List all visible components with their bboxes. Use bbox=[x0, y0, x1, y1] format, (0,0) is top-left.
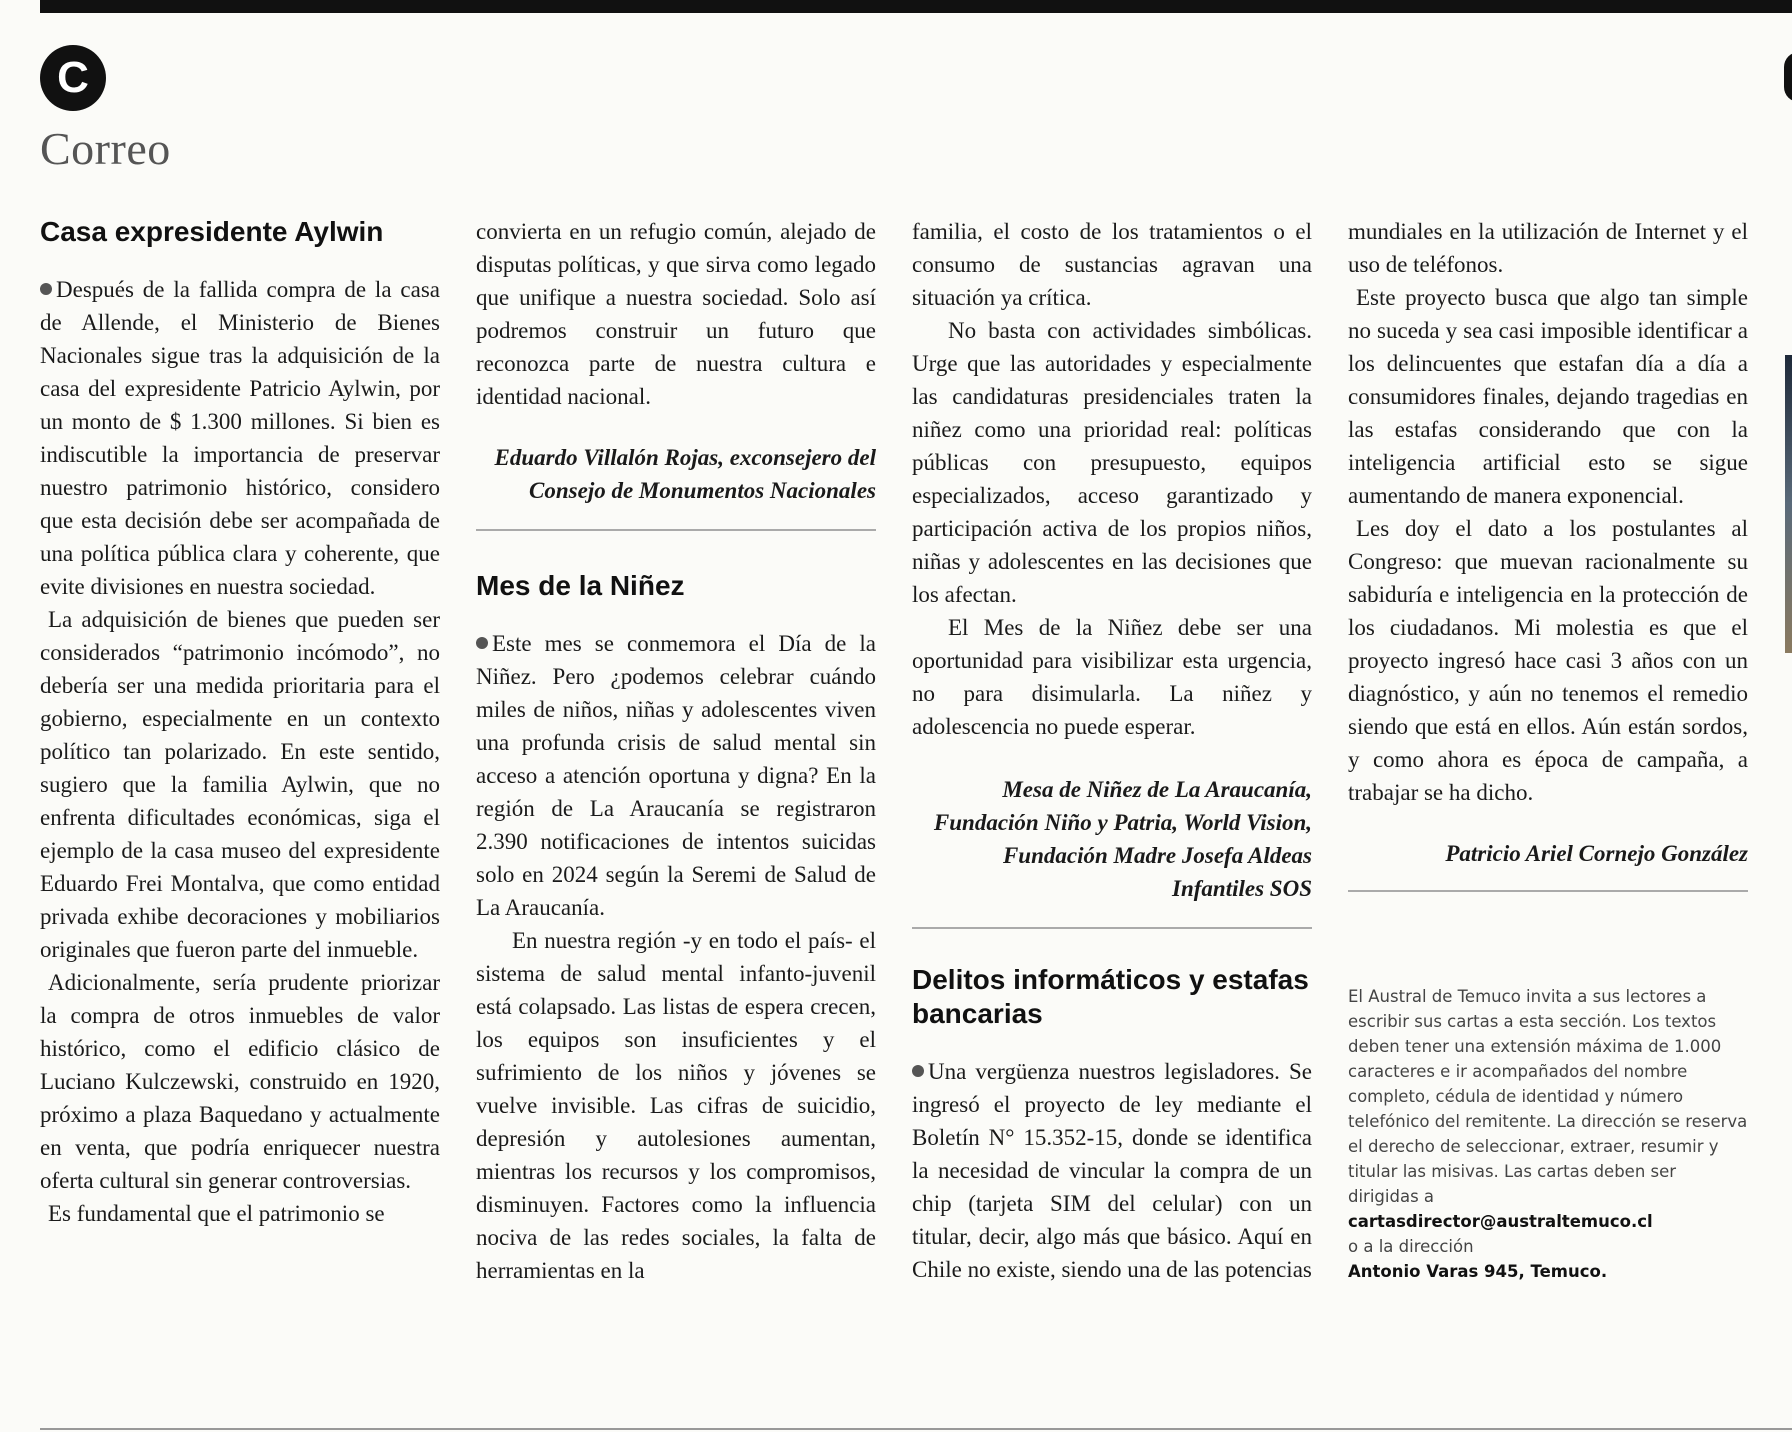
letter-1-paragraph-2: La adquisición de bienes que pueden ser considerados “patrimonio incómodo”, no debería ser una medida prioritaria para el gobierno, especialmente en un contexto político tan polarizado. En este sentido, sugiero que la familia Aylwin, que no enfrenta dificultades económicas, siga el ejemplo de la casa museo del expresidente Eduardo Frei Montalva, que como entidad privada exhibe decoraciones y mobiliarios originales que fueron parte del inmueble. bbox=[40, 607, 440, 962]
letter-2-paragraph-2b: familia, el costo de los tratamientos o el consumo de sustancias agravan una situación ya crítica. bbox=[912, 219, 1312, 310]
letter-1-paragraph-3: Adicionalmente, sería prudente priorizar la compra de otros inmuebles de valor histórico, como el edificio clásico de Luciano Kulczewski, construido en 1920, próximo a plaza Baquedano y actualmente en venta, que podría enriquecer nuestra oferta cultural sin generar controversias. bbox=[40, 970, 440, 1193]
adjacent-page-photo bbox=[1785, 355, 1792, 653]
bottom-rule bbox=[40, 1428, 1792, 1430]
letter-2-paragraph-1: Este mes se conmemora el Día de la Niñez. Pero ¿podemos celebrar cuándo miles de niños, niñas y adolescentes viven una profunda crisis de salud mental sin acceso a atención oportuna y digna? En la región de La Araucanía se registraron 2.390 notificaciones de intentos suicidas solo en 2024 según la Seremi de Salud de La Araucanía. bbox=[476, 631, 876, 920]
letter-2-signature: Mesa de Niñez de La Araucanía, Fundación Niño y Patria, World Vision, Fundación Madre Josefa Aldeas Infantiles SOS bbox=[933, 777, 1312, 901]
letter-3-paragraph-2: Este proyecto busca que algo tan simple no suceda y sea casi imposible identificar a los delincuentes que estafan día a día a consumidores finales, dejando tragedias en las estafas considerando que con la inteligencia artificial esto se sigue aumentando de manera exponencial. bbox=[1348, 285, 1748, 508]
letter-1-paragraph-4a: Es fundamental que el patrimonio se bbox=[48, 1201, 385, 1226]
letter-3-paragraph-3: Les doy el dato a los postulantes al Congreso: que muevan racionalmente su sabiduría e inteligencia en la protección de los ciudadanos. Mi molestia es que el proyecto ingresó hace casi 3 años con un diagnóstico, y aún no tenemos el remedio siendo que está en ellos. Aún están sordos, y como ahora es época de campaña, a trabajar se ha dicho. bbox=[1348, 516, 1748, 805]
letter-2-paragraph-3: No basta con actividades simbólicas. Urge que las autoridades y especialmente las candidaturas presidenciales traten la niñez como una prioridad real: políticas públicas con presupuesto, equipos especializados, acceso garantizado y participación activa de los propios niños, niñas y adolescentes en las decisiones que los afectan. bbox=[912, 318, 1312, 607]
notice-email[interactable]: cartasdirector@australtemuco.cl bbox=[1348, 1212, 1653, 1231]
notice-text: El Austral de Temuco invita a sus lectores a escribir sus cartas a esta sección. Los textos deben tener una extensión máxima de 1.000 caracteres e ir acompañados del nombre completo, cédula de identidad y número telefónico del remitente. La dirección se reserva el derecho de seleccionar, extraer, resumir y titular las misivas. Las cartas deben ser dirigidas a bbox=[1348, 987, 1748, 1206]
column-1 bbox=[40, 215, 440, 1230]
notice-address: Antonio Varas 945, Temuco. bbox=[1348, 1262, 1608, 1281]
letter-3-paragraph-1a: Una vergüenza nuestros legisladores. Se ingresó el proyecto de ley mediante el Boletín N° 15.352-15, donde se identifica la necesidad de vincular la compra de un chip (tarjeta SIM del celular) con un titular, decir, algo más que básico. Aquí en Chile no existe, siendo una de las potencias bbox=[912, 1059, 1312, 1282]
submission-notice bbox=[1348, 984, 1748, 1284]
letter-2-paragraph-2a: En nuestra región -y en todo el país- el sistema de salud mental infanto-juvenil está colapsado. Las listas de espera crecen, los equipos son insuficientes y el sufrimiento de los niños y jóvenes se vuelve invisible. Las cifras de suicidio, depresión y autolesiones aumentan, mientras los recursos y los compromisos, disminuyen. Factores como la influencia nociva de las redes sociales, la falta de herramientas en la bbox=[476, 928, 876, 1283]
bullet-icon bbox=[476, 637, 488, 649]
section-title: Correo bbox=[40, 123, 171, 174]
letter-3-paragraph-1b: mundiales en la utilización de Internet y el uso de teléfonos. bbox=[1348, 219, 1748, 277]
letter-2-headline: Mes de la Niñez bbox=[476, 570, 685, 601]
column-4 bbox=[1348, 215, 1748, 1284]
letter-2-paragraph-4: El Mes de la Niñez debe ser una oportunidad para visibilizar esta urgencia, no para disimularla. La niñez y adolescencia no puede esperar. bbox=[912, 615, 1312, 739]
bullet-icon bbox=[912, 1065, 924, 1077]
column-3 bbox=[912, 215, 1312, 1286]
letter-1-paragraph-1: Después de la fallida compra de la casa de Allende, el Ministerio de Bienes Nacionales sigue tras la adquisición de la casa del expresidente Patricio Aylwin, por un monto de $ 1.300 millones. Si bien es indiscutible la importancia de preservar nuestro patrimonio histórico, considero que esta decisión debe ser acompañada de una política pública clara y coherente, que evite divisiones en nuestra sociedad. bbox=[40, 277, 440, 599]
column-2 bbox=[476, 215, 876, 1287]
bullet-icon bbox=[40, 283, 52, 295]
top-rule bbox=[40, 0, 1792, 13]
letter-3-headline: Delitos informáticos y estafas bancarias bbox=[912, 964, 1309, 1029]
letter-1-paragraph-4b: convierta en un refugio común, alejado de disputas políticas, y que sirva como legado que unifique a nuestra sociedad. Solo así podremos construir un futuro que reconozca parte de nuestra cultura e identidad nacional. bbox=[476, 219, 876, 409]
letter-1-signature: Eduardo Villalón Rojas, exconsejero del Consejo de Monumentos Nacionales bbox=[494, 445, 876, 503]
letter-3-signature: Patricio Ariel Cornejo González bbox=[1445, 841, 1748, 866]
section-icon: C bbox=[40, 45, 106, 111]
notice-or-text: o a la dirección bbox=[1348, 1237, 1474, 1256]
adjacent-section-icon bbox=[1784, 52, 1792, 102]
letter-1-headline: Casa expresidente Aylwin bbox=[40, 216, 384, 247]
